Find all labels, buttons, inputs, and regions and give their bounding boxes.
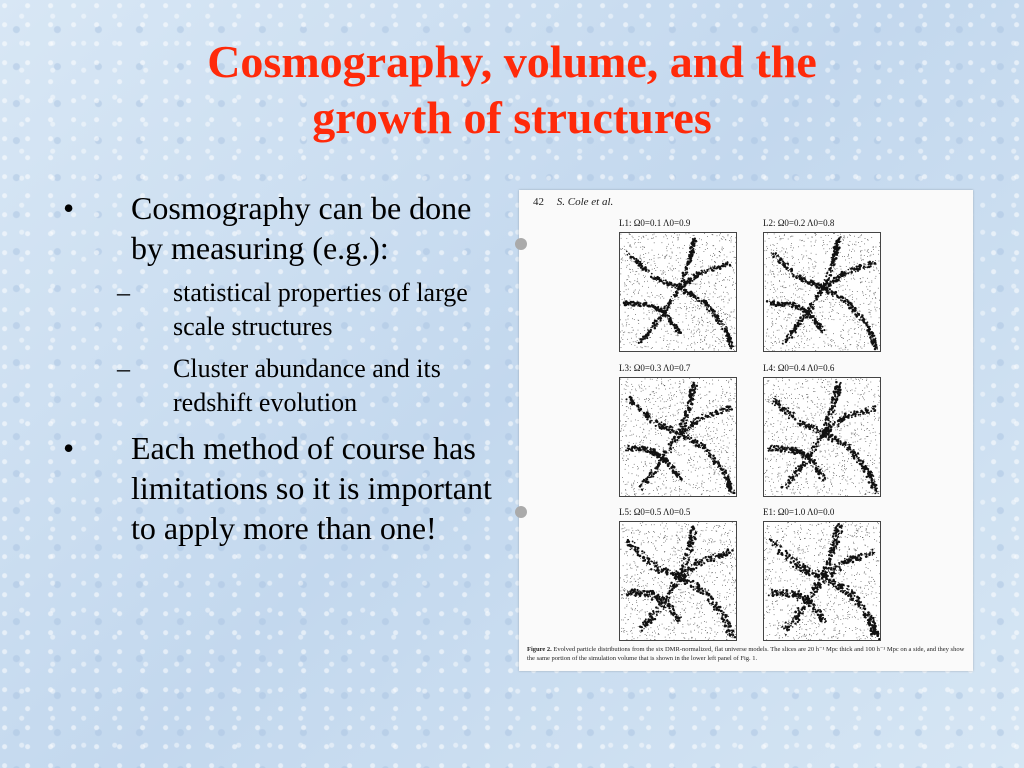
figure-page-number: 42	[533, 196, 544, 208]
slide-title	[40, 34, 984, 146]
figure-author: S. Cole et al.	[556, 196, 614, 208]
sub-bullet-marker: –	[117, 278, 130, 307]
binder-hole-icon	[515, 506, 527, 518]
simulation-panel-e1	[763, 521, 881, 641]
bullet-list	[55, 188, 495, 548]
simulation-panel-l5	[619, 521, 737, 641]
bullet-marker: •	[63, 190, 75, 226]
bullet-item-1	[55, 188, 495, 268]
panel-label-l1: L1: Ω0=0.1 Λ0=0.9	[619, 218, 691, 228]
sub-bullet-item-2	[55, 352, 495, 420]
bullet-item-2-text: Each method of course has limitations so it is important to apply more than one!	[131, 430, 492, 546]
sub-bullet-marker: –	[117, 354, 130, 383]
bullet-item-1-text: Cosmography can be done by measuring (e.g.):	[131, 190, 472, 266]
figure-caption-text: Evolved particle distributions from the six DMR-normalized, flat universe models. The slices are 20 h⁻¹ Mpc thick and 100 h⁻¹ Mpc on a side, and they show the same portion of the simulation volume that is shown in the lower left panel of Fig. 1.	[527, 646, 965, 662]
simulation-panel-l2	[763, 232, 881, 352]
simulation-panel-l3	[619, 377, 737, 497]
slide-title-line-2: growth of structures	[312, 92, 712, 143]
sub-bullet-item-1-text: statistical properties of large scale structures	[173, 278, 468, 341]
bullet-marker: •	[63, 430, 75, 466]
scanned-figure	[519, 190, 973, 671]
sub-bullet-item-2-text: Cluster abundance and its redshift evolution	[173, 354, 441, 417]
panel-label-l5: L5: Ω0=0.5 Λ0=0.5	[619, 507, 691, 517]
panel-label-e1: E1: Ω0=1.0 Λ0=0.0	[763, 507, 835, 517]
panel-label-l4: L4: Ω0=0.4 Λ0=0.6	[763, 363, 835, 373]
figure-caption-lead: Figure 2.	[527, 646, 552, 653]
panel-label-l3: L3: Ω0=0.3 Λ0=0.7	[619, 363, 691, 373]
simulation-panel-l4	[763, 377, 881, 497]
simulation-panel-l1	[619, 232, 737, 352]
figure-caption	[527, 645, 967, 663]
bullet-item-2	[55, 428, 495, 548]
panel-label-l2: L2: Ω0=0.2 Λ0=0.8	[763, 218, 835, 228]
slide-title-line-1: Cosmography, volume, and the	[207, 36, 817, 87]
bullet-spacer	[55, 420, 495, 428]
figure-header	[533, 196, 613, 208]
binder-hole-icon	[515, 238, 527, 250]
sub-bullet-item-1	[55, 276, 495, 344]
